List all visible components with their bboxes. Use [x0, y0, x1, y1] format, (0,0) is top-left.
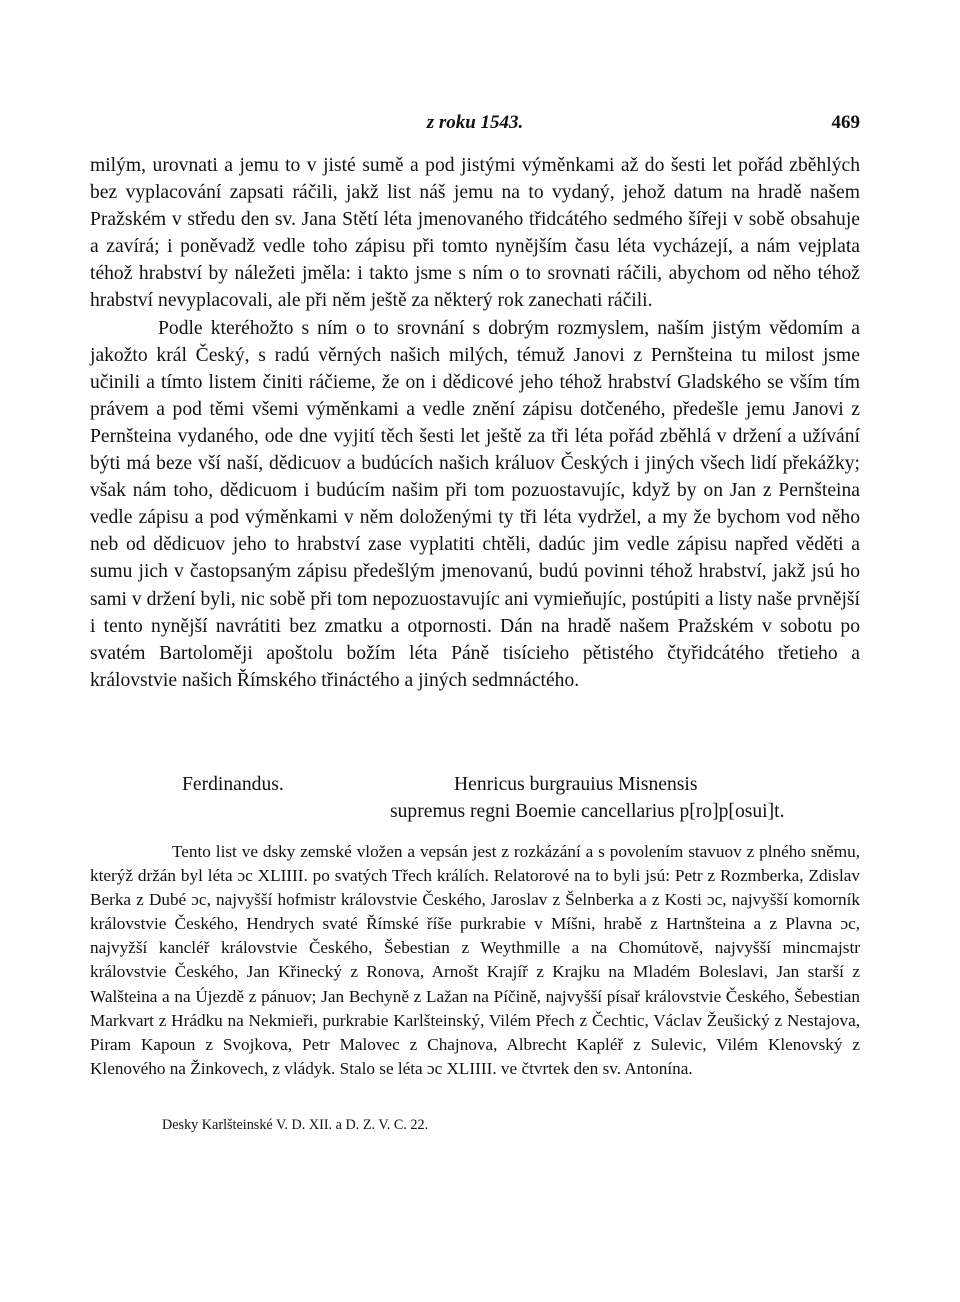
signature-king: Ferdinandus. [182, 774, 284, 795]
paragraph: Podle kteréhožto s ním o to srovnání s dobrým rozmyslem, naším jistým vědomím a jakožto král Český, s radú věrných našich milých, témuž Janovi z Pernšteina tu milost jsme učinili a tímto listem činiti ráčieme, že on i dědicové jeho téhož hrabství Gladského se vším tím právem a pod těmi všemi výměnkami a vedle znění zápisu dotčeného, předešle jemu Janovi z Pernšteina vydaného, ode dne vyjití těch šesti let ještě za tři léta pořád zběhlá v držení a užívání býti má beze vší naší, dědicuov a budúcích našich králuov Českých i jiných všech lidí překážky; však nám toho, dědicuom i budúcím našim při tom pozuostavujíc, když by on Jan z Pernšteina vedle zápisu a pod výměnkami v něm doloženými ty tři léta vydržel, a my že bychom vod něho neb od dědicuov jeho to hrabství zase vyplatiti chtěli, dadúc jim vedle zápisu napřed věděti a sumu jich v častopsaným zápisu předešlým jmenovanú, budú povinni téhož hrabství, jakž jsú ho sami v držení byli, nic sobě při tom nepozuostavujíc ani vymieňujíc, postúpiti a listy naše prvnější i tento nynější navrátiti bez zmatku a otpornosti. Dán na hradě našem Pražském v sobotu po svatém Bartoloměji apoštolu božím léta Páně tisícieho pětistého čtyřidcátého třetieho a královstvie našich Římského třináctého a jiných sedmnáctého. [90, 317, 861, 691]
paragraph-continued: milým, urovnati a jemu to v jisté sumě a pod jistými výměnkami až do šesti let pořád zběhlých bez vyplacování zapsati ráčili, jakž list náš jemu na to vydaný, jehož datum na hradě našem Pražském v středu den sv. Jana Stětí léta jmenovaného třidcátého sedmého šířeji v sobě obsahuje a zavírá; i poněvadž vedle toho zápisu při tomto nynějším času léta vycházejí, a nám vejplata téhož hrabství by náležeti jměla: i takto jsme s ním o to srovnati ráčili, abychom od něho téhož hrabství nevyplacovali, ale při něm ještě za některý rok zanechati ráčili. [90, 155, 860, 312]
main-text [90, 152, 860, 694]
running-head-title: z roku 1543. [426, 112, 524, 133]
source-citation: Desky Karlšteinské V. D. XII. a D. Z. V. C. 22. [162, 1117, 429, 1133]
registration-note-text: Tento list ve dsky zemské vložen a vepsán jest z rozkázání a s povolením stavuov z plného sněmu, kterýž držán byl léta ɔc XLIIII. po svatých Třech králích. Relatorové na to byli jsú: Petr z Rozmberka, Zdislav Berka z Dubé ɔc, najvyšší hofmistr královstvie Českého, Jaroslav z Šelnberka a z Kosti ɔc, najvyšší komorník královstvie Českého, Hendrych svaté Římské říše purkrabie v Míšni, hrabě z Hartnšteina a z Plavna ɔc, najvyžší kancléř královstvie Českého, Šebestian z Weythmille a na Chomútově, najvyšší mincmajstr královstvie Českého, Jan Křinecký z Ronova, Arnošt Krajíř z Krajku na Mladém Boleslavi, Jan starší z Walšteina a na Újezdě z pánuov; Jan Bechyně z Lažan na Píčině, najvyšší písař královstvie Českého, Šebestian Markvart z Hrádku na Nekmieři, purkrabie Karlšteinský, Vilém Přech z Čechtic, Václav Žeušický z Nestajova, Piram Kapoun z Svojkova, Petr Malovec z Chajnova, Albrecht Kapléř z Sulevic, Vilém Klenovský z Klenového na Žinkovech, z vládyk. Stalo se léta ɔc XLIIII. ve čtvrtek den sv. Antonína. [90, 842, 860, 1078]
signature-chancellor-name: Henricus burgrauius Misnensis [454, 774, 698, 795]
signature-chancellor-title: supremus regni Boemie cancellarius p[ro]p[osui]t. [390, 801, 785, 822]
page-number: 469 [831, 112, 860, 133]
signature-block [90, 771, 860, 831]
running-head [90, 112, 860, 142]
registration-note [90, 840, 860, 1081]
